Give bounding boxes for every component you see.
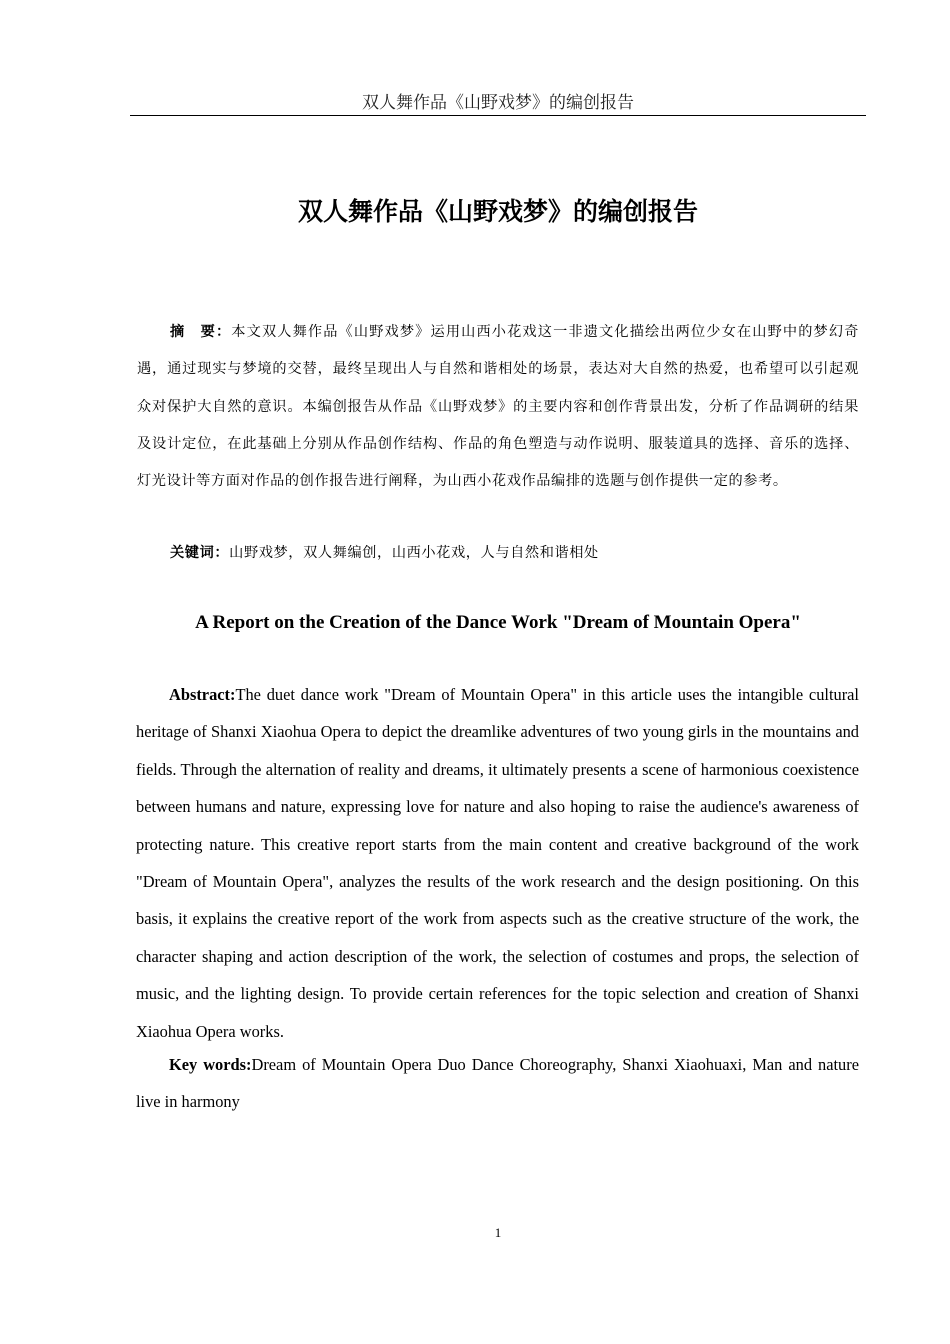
abstract-chinese bbox=[137, 314, 859, 500]
abstract-english bbox=[136, 676, 859, 1050]
keywords-chinese-label: 关键词： bbox=[170, 545, 230, 561]
header-divider bbox=[130, 115, 866, 116]
paper-title-chinese: 双人舞作品《山野戏梦》的编创报告 bbox=[297, 197, 698, 226]
paper-title-english: A Report on the Creation of the Dance Work "Dream of Mountain Opera" bbox=[195, 612, 801, 633]
abstract-chinese-text: 本文双人舞作品《山野戏梦》运用山西小花戏这一非遗文化描绘出两位少女在山野中的梦幻奇遇，通过现实与梦境的交替，最终呈现出人与自然和谐相处的场景，表达对大自然的热爱，也希望可以引起观众对保护大自然的意识。本编创报告从作品《山野戏梦》的主要内容和创作背景出发，分析了作品调研的结果及设计定位，在此基础上分别从作品创作结构、作品的角色塑造与动作说明、服装道具的选择、音乐的选择、灯光设计等方面对作品的创作报告进行阐释，为山西小花戏作品编排的选题与创作提供一定的参考。 bbox=[137, 324, 859, 490]
page-number: 1 bbox=[494, 1225, 502, 1240]
running-header: 双人舞作品《山野戏梦》的编创报告 bbox=[362, 93, 634, 113]
keywords-english-text: Dream of Mountain Opera Duo Dance Choreography, Shanxi Xiaohuaxi, Man and nature live in harmony bbox=[136, 1055, 859, 1112]
keywords-chinese-text: 山野戏梦，双人舞编创，山西小花戏，人与自然和谐相处 bbox=[229, 545, 599, 561]
keywords-chinese bbox=[137, 536, 859, 570]
keywords-english-label: Key words: bbox=[169, 1055, 252, 1074]
abstract-english-label: Abstract: bbox=[169, 685, 236, 704]
abstract-chinese-label: 摘 要： bbox=[170, 324, 232, 340]
keywords-english bbox=[136, 1046, 859, 1121]
abstract-english-text: The duet dance work "Dream of Mountain Opera" in this article uses the intangible cultural heritage of Shanxi Xiaohua Opera to depict the dreamlike adventures of two young girls in the mountains and fields. Through the alternation of reality and dreams, it ultimately presents a scene of harmonious coexistence between humans and nature, expressing love for nature and also hoping to raise the audience's awareness of protecting nature. This creative report starts from the main content and creative background of the work "Dream of Mountain Opera", analyzes the results of the work research and the design positioning. On this basis, it explains the creative report of the work from aspects such as the creative structure of the work, the character shaping and action description of the work, the selection of costumes and props, the selection of music, and the lighting design. To provide certain references for the topic selection and creation of Shanxi Xiaohua Opera works. bbox=[136, 685, 859, 1041]
